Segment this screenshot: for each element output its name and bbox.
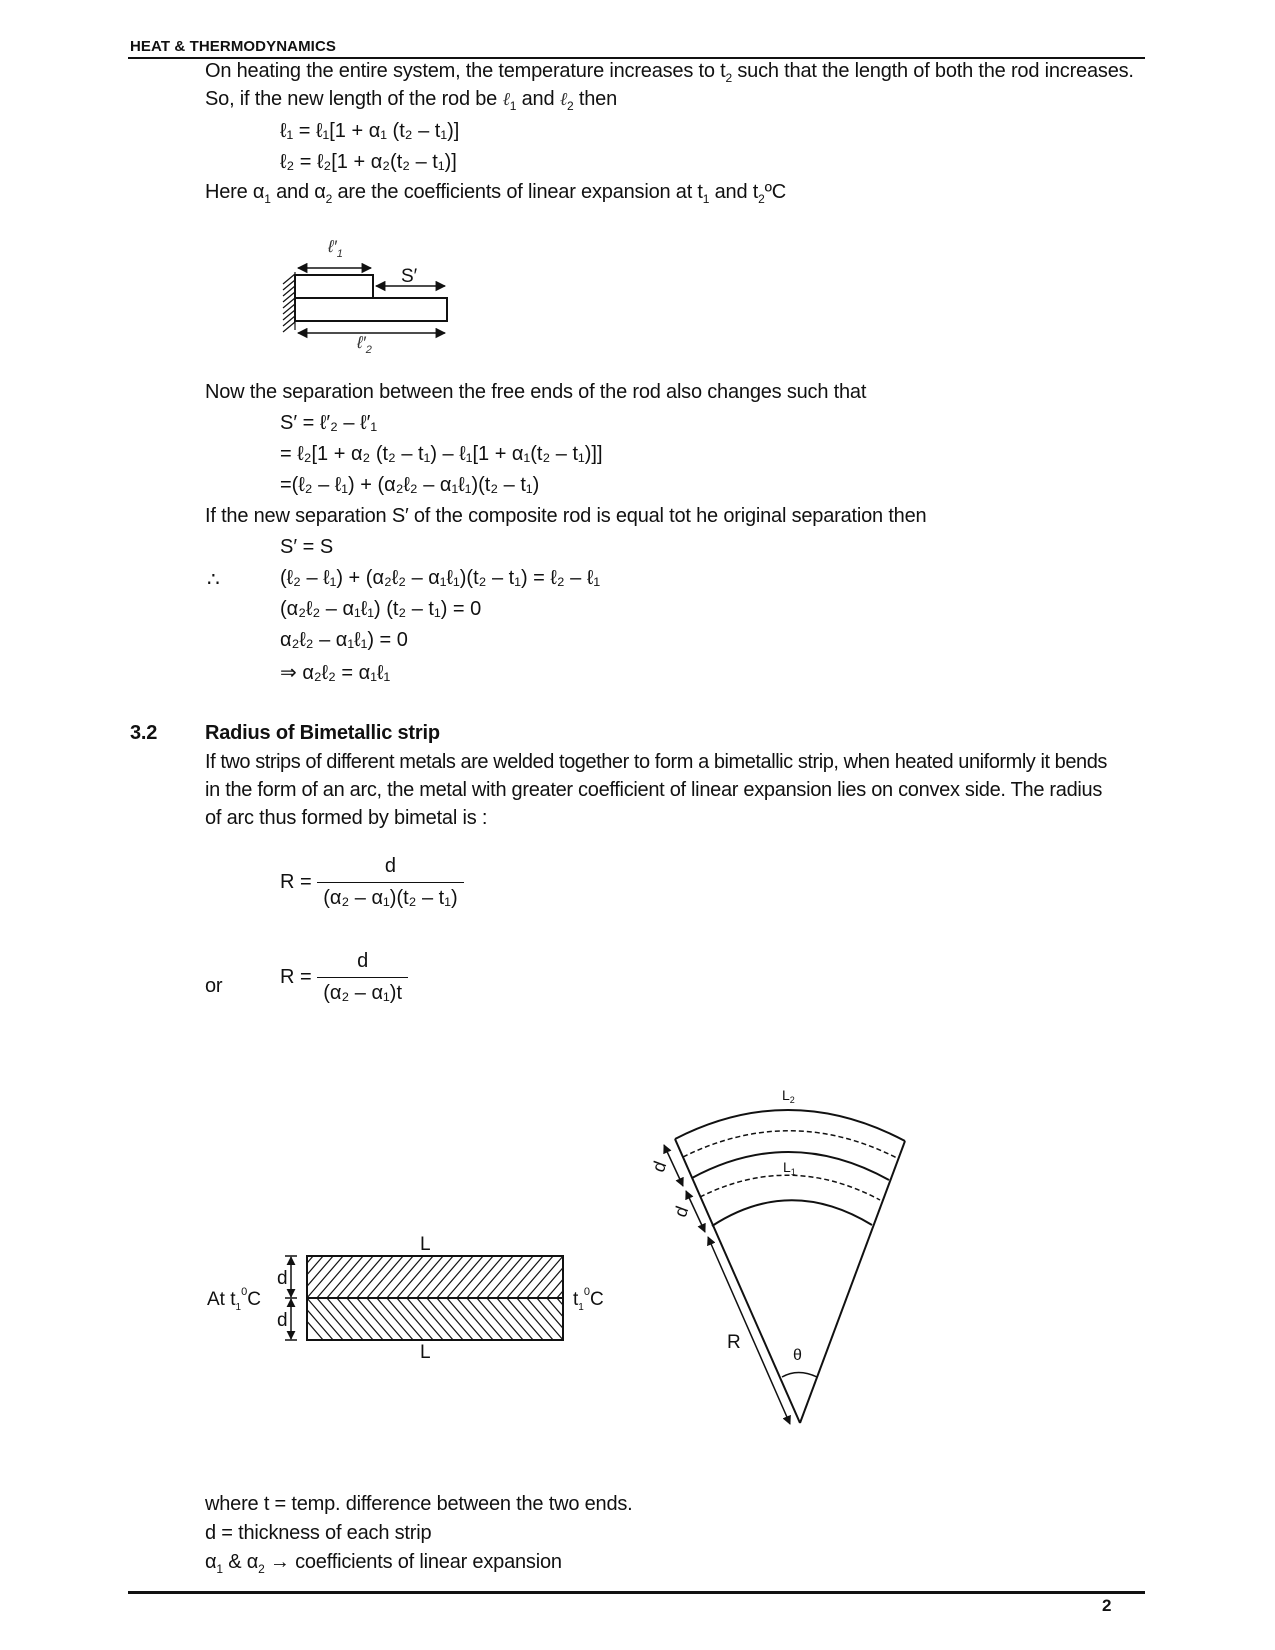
equation-simplify: =(ℓ₂ – ℓ₁) + (α₂ℓ₂ – α₁ℓ₁)(t₂ – t₁): [280, 474, 540, 496]
section-para-line-1: If two strips of different metals are welded together to form a bimetallic strip, when heated uniformly it bends: [205, 751, 1107, 773]
equation-s-equal: S′ = S: [280, 536, 334, 558]
svg-text:R: R: [727, 1332, 741, 1353]
equation-condition: (ℓ₂ – ℓ₁) + (α₂ℓ₂ – α₁ℓ₁)(t₂ – t₁) = ℓ₂ – ℓ₁: [280, 567, 601, 589]
svg-text:d: d: [648, 1158, 671, 1175]
section-para-line-2: in the form of an arc, the metal with greater coefficient of linear expansion lies on convex side. The radius: [205, 779, 1103, 801]
svg-text:d: d: [670, 1203, 693, 1220]
separation-intro: Now the separation between the free ends of the rod also changes such that: [205, 381, 867, 403]
therefore-symbol: ∴: [207, 569, 220, 591]
svg-text:L: L: [420, 1234, 431, 1255]
intro-line-2: So, if the new length of the rod be ℓ$_1$ and ℓ$_2$ then: [205, 88, 618, 113]
note-t-definition: where t = temp. difference between the two ends.: [205, 1493, 633, 1515]
svg-text:t10C: $t_1^0C$: [573, 1286, 604, 1313]
note-d-definition: d = thickness of each strip: [205, 1522, 432, 1544]
coefficients-note: Here $\alpha_1$ and $\alpha_2$ are the coefficients of linear expansion at $t_1$ and $t_2ºC$: [205, 181, 786, 206]
footer-rule: [128, 1591, 1145, 1594]
svg-text:At t10C: At $t_1^0C$: [207, 1286, 261, 1313]
svg-text:d: d: [277, 1268, 288, 1289]
svg-text:θ: θ: [793, 1347, 802, 1364]
condition-text: If the new separation S′ of the composite rod is equal tot he original separation then: [205, 505, 927, 527]
rod-2: [295, 298, 447, 321]
equation-product-zero: (α₂ℓ₂ – α₁ℓ₁) (t₂ – t₁) = 0: [280, 598, 482, 620]
equation-difference-zero: α₂ℓ₂ – α₁ℓ₁) = 0: [280, 629, 408, 651]
formula-radius-2: R = $\frac{d}{\text{(α₂ – α₁)t}}$: [280, 950, 408, 1005]
svg-text:ℓ′1: $\ell'_1$: [328, 237, 343, 260]
equation-l1: ℓ₁ = ℓ₁[1 + α₁ (t₂ – t₁)]: [280, 120, 460, 142]
intro-line-1: On heating the entire system, the temperature increases to $t_2$ such that the length of both the rod increases.: [205, 60, 1134, 85]
equation-s-prime: S′ = ℓ′₂ – ℓ′₁: [280, 412, 378, 434]
svg-text:L2: $L_2$: [782, 1087, 795, 1105]
rod-1: [295, 275, 373, 298]
note-alpha-definition: $\alpha_1$ & $\alpha_2$ → coefficients of linear expansion: [205, 1551, 562, 1576]
section-title: Radius of Bimetallic strip: [205, 722, 440, 744]
wall-hatch: [283, 272, 295, 332]
or-label: or: [205, 975, 223, 997]
svg-text:L1: $L_1$: [783, 1159, 796, 1177]
svg-text:L: L: [420, 1342, 431, 1363]
equation-l2: ℓ₂ = ℓ₂[1 + α₂(t₂ – t₁)]: [280, 151, 457, 173]
svg-text:S′: S′: [401, 266, 418, 287]
page-number: 2: [1102, 1596, 1112, 1615]
svg-text:d: d: [277, 1310, 288, 1331]
section-para-line-3: of arc thus formed by bimetal is :: [205, 807, 488, 829]
equation-expand: = ℓ₂[1 + α₂ (t₂ – t₁) – ℓ₁[1 + α₁(t₂ – t₁)]]: [280, 443, 603, 465]
running-header: HEAT & THERMODYNAMICS: [130, 38, 336, 55]
section-number: 3.2: [130, 722, 158, 744]
equation-result: ⇒ α₂ℓ₂ = α₁ℓ₁: [280, 662, 391, 684]
header-rule: [128, 57, 1145, 59]
svg-text:ℓ′2: $\ell'_2$: [357, 333, 372, 356]
formula-radius-1: R = $\frac{d}{\text{(α₂ – α₁)(t₂ – t₁)}}$: [280, 855, 464, 910]
